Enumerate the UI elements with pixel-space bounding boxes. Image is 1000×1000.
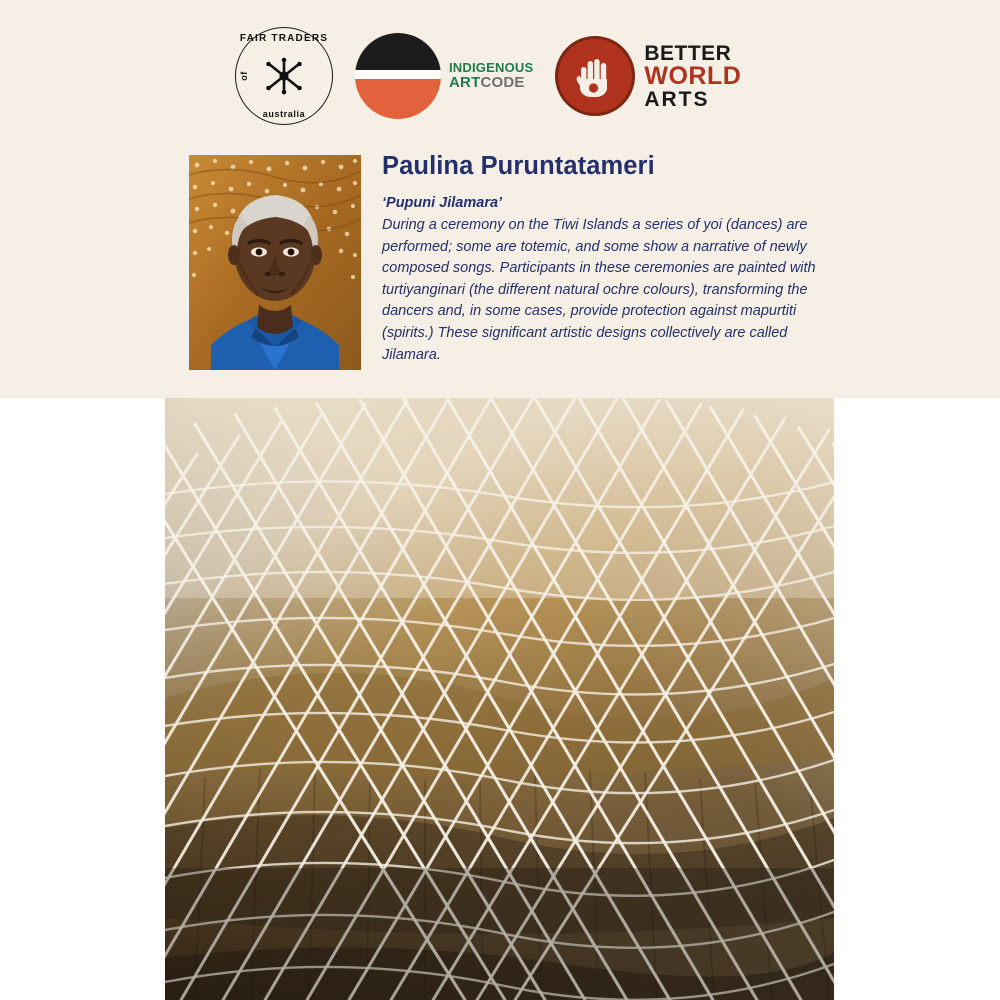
artwork-photo <box>165 398 834 1000</box>
indigenous-art-code-line1: INDIGENOUS <box>449 60 534 76</box>
better-world-arts-logo <box>555 36 741 116</box>
indigenous-art-code-wordmark <box>449 61 533 90</box>
certification-logo-row <box>235 26 755 126</box>
indigenous-art-code-logo <box>355 33 533 119</box>
artist-portrait-image <box>189 155 361 370</box>
better-world-arts-line3: ARTS <box>644 87 710 111</box>
better-world-arts-wordmark <box>644 43 741 110</box>
better-world-arts-line2: WORLD <box>644 61 742 90</box>
fair-traders-ring-top-text: FAIR TRADERS <box>239 33 329 44</box>
artist-portrait <box>189 155 361 370</box>
fair-traders-of-australia-logo <box>235 27 333 125</box>
indigenous-art-code-line2 <box>449 75 533 91</box>
hand-icon <box>572 53 618 99</box>
fair-traders-ring-left-text: of <box>238 71 249 81</box>
artist-info-block <box>382 152 820 366</box>
fair-traders-ring-bottom-text: australia <box>262 109 306 119</box>
indigenous-art-code-circle-icon <box>355 33 441 119</box>
fair-traders-mark-icon <box>263 55 305 97</box>
artwork-image <box>165 398 834 1000</box>
artwork-title: ‘Pupuni Jilamara’ <box>382 195 503 212</box>
indigenous-art-code-line2-bold: ART <box>449 73 481 91</box>
better-world-arts-line1: BETTER <box>644 41 732 65</box>
better-world-arts-seal-icon <box>555 36 635 116</box>
artwork-description: During a ceremony on the Tiwi Islands a series of yoi (dances) are performed; some are totemic, and some show a narrative of newly composed songs. Participants in these ceremonies are painted with turtiyanginari (the different natural ochre colours), transforming the dancers and, in some cases, provide protection against mapurtiti (spirits.) These significant artistic designs collectively are called Jilamara. <box>382 217 816 363</box>
indigenous-art-code-line2-grey: CODE <box>480 73 525 91</box>
artist-name: Paulina Puruntatameri <box>382 152 655 180</box>
